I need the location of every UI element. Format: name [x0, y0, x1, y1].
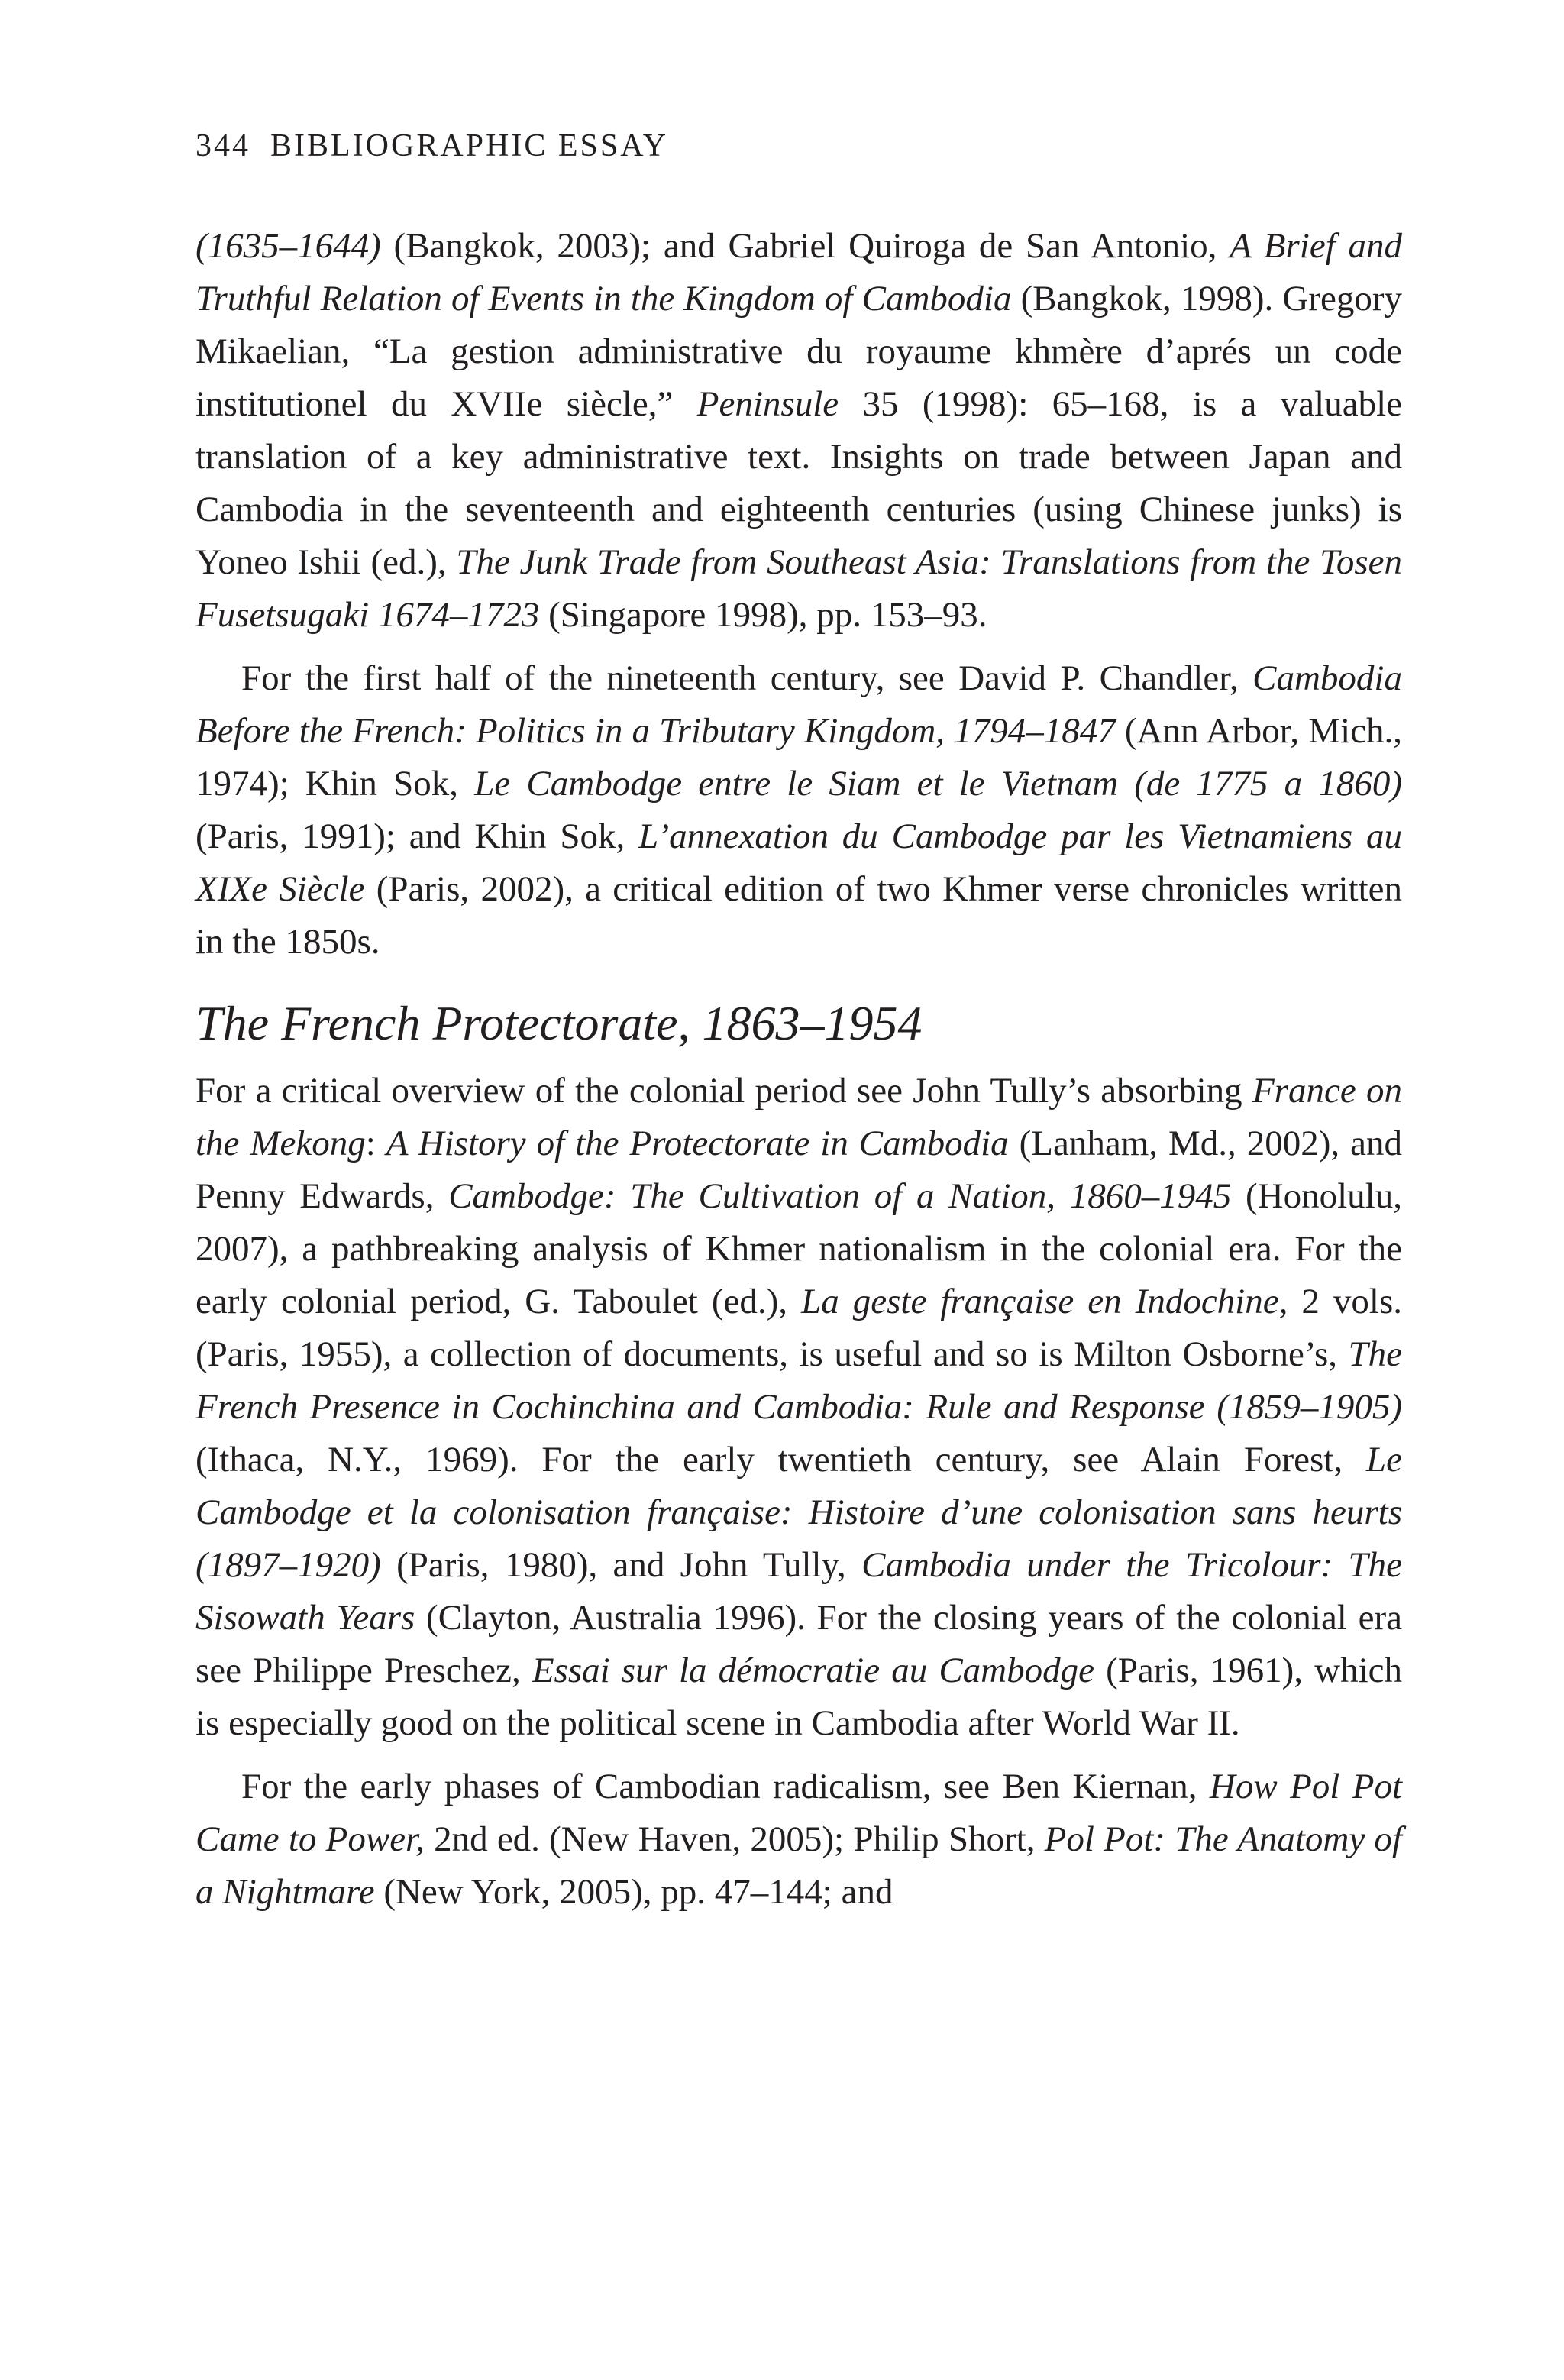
italic-title-text: La geste française en Indochine,: [801, 1282, 1288, 1321]
body-text: 35 (1998): 65–168, is a valuable translation of a key administrative text. Insights on trade between Japan and Cambodia in the seventeenth and eighteenth centuries (using Chinese junks) is Yoneo Ishii (ed.),: [196, 384, 1402, 582]
italic-title-text: Peninsule: [696, 384, 839, 424]
italic-title-text: Cambodia Before the French: Politics in a Tributary Kingdom, 1794–1847: [196, 658, 1402, 751]
body-text: (Lanham, Md., 2002), and Penny Edwards,: [196, 1124, 1402, 1216]
italic-title-text: The French Presence in Cochinchina and Cambodia: Rule and Response (1859–1905): [196, 1334, 1402, 1427]
body-text: (Honolulu, 2007), a pathbreaking analysis of Khmer nationalism in the colonial era. For the early colonial period, G. Taboulet (ed.),: [196, 1176, 1402, 1321]
paragraph-1: [196, 220, 1402, 642]
section-heading: The French Protectorate, 1863–1954: [196, 996, 923, 1050]
italic-title-text: Cambodge: The Cultivation of a Nation, 1860–1945: [448, 1176, 1232, 1216]
body-text: 2nd ed. (New Haven, 2005); Philip Short,: [424, 1819, 1045, 1859]
italic-title-text: How Pol Pot Came to Power,: [196, 1767, 1403, 1859]
page-number: 344: [196, 128, 250, 163]
italic-title-text: L’annexation du Cambodge par les Vietnamiens au XIXe Siècle: [196, 817, 1402, 909]
body-text: (Ithaca, N.Y., 1969). For the early twentieth century, see Alain Forest,: [196, 1440, 1366, 1479]
body-text: (Bangkok, 2003); and Gabriel Quiroga de San Antonio,: [380, 226, 1230, 266]
italic-title-text: Pol Pot: The Anatomy of a Nightmare: [196, 1819, 1402, 1912]
italic-title-text: Cambodia under the Tricolour: The Sisowath Years: [196, 1545, 1402, 1638]
body-text: For the first half of the nineteenth century, see David P. Chandler,: [241, 658, 1253, 698]
paragraph-2: [196, 652, 1402, 968]
running-head-title: BIBLIOGRAPHIC ESSAY: [270, 128, 669, 163]
italic-title-text: France on the Mekong: [196, 1071, 1402, 1163]
body-text: (Ann Arbor, Mich., 1974); Khin Sok,: [196, 711, 1402, 804]
body-text: (Bangkok, 1998). Gregory Mikaelian, “La gestion administrative du royaume khmère d’aprés un code institutionel du XVIIe siècle,”: [196, 279, 1402, 424]
body-text: (Singapore 1998), pp. 153–93.: [539, 595, 987, 635]
italic-title-text: Le Cambodge entre le Siam et le Vietnam (de 1775 a 1860): [474, 764, 1402, 804]
body-text: :: [365, 1124, 386, 1163]
body-text: (Clayton, Australia 1996). For the closing years of the colonial era see Philippe Preschez,: [196, 1598, 1402, 1690]
running-head: [196, 130, 1402, 162]
body-text: (Paris, 2002), a critical edition of two Khmer verse chronicles written in the 1850s.: [196, 869, 1402, 962]
italic-title-text: A History of the Protectorate in Cambodia: [386, 1124, 1009, 1163]
italic-title-text: The Junk Trade from Southeast Asia: Translations from the Tosen Fusetsugaki 1674–1723: [196, 542, 1402, 635]
body-text: (Paris, 1980), and John Tully,: [380, 1545, 862, 1585]
paragraph-3: [196, 1065, 1402, 1750]
body-text: For the early phases of Cambodian radicalism, see Ben Kiernan,: [241, 1767, 1210, 1806]
italic-title-text: A Brief and Truthful Relation of Events in the Kingdom of Cambodia: [196, 226, 1403, 319]
body-text: (Paris, 1991); and Khin Sok,: [196, 817, 639, 856]
paragraph-4: [196, 1761, 1402, 1919]
italic-title-text: (1635–1644): [196, 226, 381, 266]
italic-title-text: Essai sur la démocratie au Cambodge: [532, 1651, 1094, 1690]
italic-title-text: Le Cambodge et la colonisation française: Histoire d’une colonisation sans heurts (1897–1920): [196, 1440, 1402, 1585]
book-page: [196, 115, 1402, 1919]
body-text: For a critical overview of the colonial period see John Tully’s absorbing: [196, 1071, 1252, 1111]
body-text: (Paris, 1961), which is especially good on the political scene in Cambodia after World War II.: [196, 1651, 1402, 1743]
body-text: (New York, 2005), pp. 47–144; and: [374, 1872, 893, 1912]
body-text: 2 vols. (Paris, 1955), a collection of documents, is useful and so is Milton Osborne’s,: [196, 1282, 1403, 1374]
